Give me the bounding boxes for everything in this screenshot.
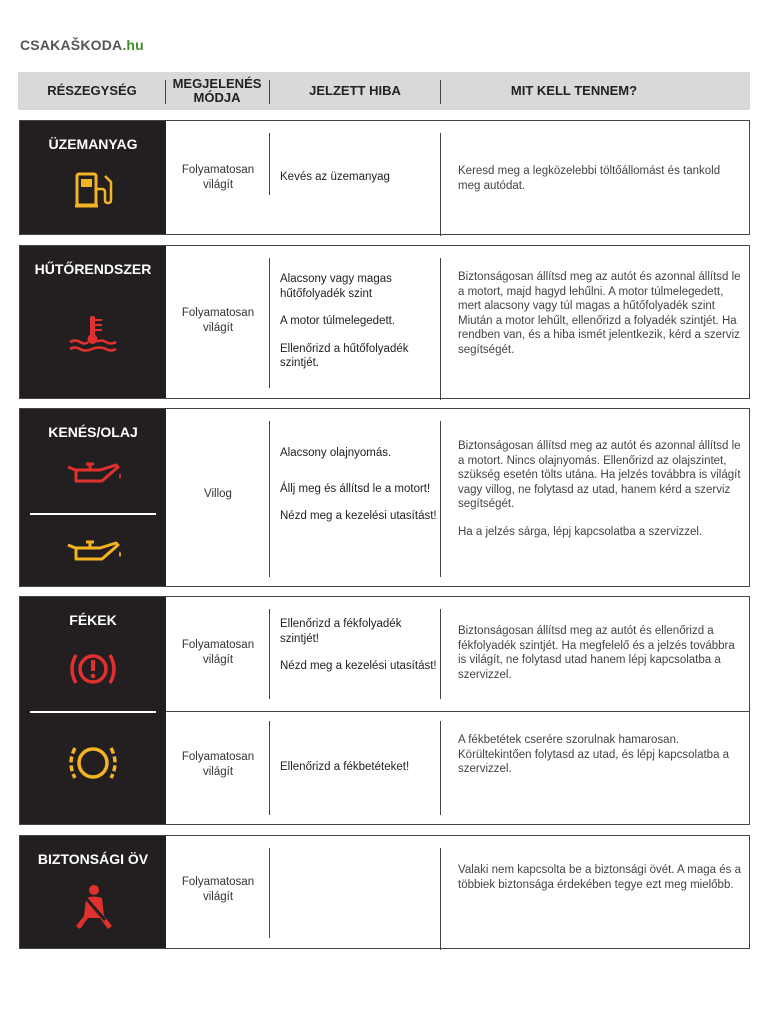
error-text: Ellenőrizd a fékbetéteket! [280,761,410,773]
fuel-pump-icon [74,171,114,209]
action-text: A fékbetétek cserére szorulnak hamarosan. Körültekintően folytasd az utad, és lépj kapcsolatba a szervizzel. [458,734,730,775]
error-text: Alacsony vagy magas hűtőfolyadék szint [280,273,392,300]
action-text: Ha a jelzés sárga, lépj kapcsolatba a szervizzel. [458,525,703,538]
error-text: Állj meg és állítsd le a motort! [280,482,431,495]
column-divider [440,609,441,699]
action-text: Valaki nem kapcsolta be a biztonsági övét. A maga és a többiek biztonsága érdekében tegye ezt meg mielőbb. [458,864,741,891]
error-text: Ellenőrizd a fékfolyadék szintjét! [280,618,402,645]
brake-warning-red-icon [67,649,119,689]
display-mode: Folyamatosan világít [181,876,255,903]
error-list [280,617,440,674]
display-mode: Folyamatosan világít [181,307,255,334]
oil-can-yellow-icon [64,539,124,565]
category-title: ÜZEMANYAG [48,136,138,152]
header-col-unit: RÉSZEGYSÉG [47,83,137,98]
row-seatbelt [19,835,750,949]
error-text: Ellenőrizd a hűtőfolyadék szintjét. [280,342,409,369]
category-title: KENÉS/OLAJ [48,424,138,440]
oil-can-red-icon [64,461,124,487]
error-text: Alacsony olajnyomás. [280,447,392,459]
column-divider [440,258,441,400]
brake-pad-wear-yellow-icon [66,742,120,784]
row-brakes [19,596,750,825]
error-text: Kevés az üzemanyag [280,171,390,183]
action-text: Biztonságosan állítsd meg az autót és ellenőrizd a fékfolyadék szintjét. Ha megfelelő és a jelzés továbbra is világít, ne folytasd utad hanem lépj kapcsolatba a szervizzel. [458,625,735,681]
error-text: A motor túlmelegedett. [280,315,396,327]
display-mode: Folyamatosan világít [181,639,255,666]
header-col-error: JELZETT HIBA [309,83,401,98]
display-mode: Folyamatosan világít [181,751,255,778]
action-text: Biztonságosan állítsd meg az autót és azonnal állítsd le a motort. Nincs olajnyomás. Ellenőrizd az olajszintet, szükség esetén tölts utána. Ha jelzés továbbra is világít vagy villog, ne folytasd az utad, hanem kérd a szerviz segítségét. [458,440,741,510]
action-list [458,439,743,539]
site-logo [20,37,144,53]
logo-text-brand: CSAKAŠKODA [20,37,123,53]
action-text: Keresd meg a legközelebbi töltőállomást és tankold meg autódat. [458,165,721,192]
seatbelt-icon [72,884,116,930]
display-mode: Folyamatosan világít [181,164,255,191]
icon-separator [30,711,156,713]
column-divider [440,721,441,815]
row-oil [19,408,750,587]
error-list [280,272,440,371]
category-title: FÉKEK [69,612,117,628]
error-text: Nézd meg a kezelési utasítást! [280,510,437,522]
column-divider [440,133,441,236]
icon-separator [30,513,156,515]
error-text: Nézd meg a kezelési utasítást! [280,660,437,672]
row-fuel [19,120,750,235]
table-header [18,72,750,110]
category-title: HŰTŐRENDSZER [34,261,152,277]
row-coolant [19,245,750,399]
display-mode: Villog [204,488,232,500]
logo-text-domain: .hu [122,37,144,53]
coolant-temperature-icon [68,314,118,354]
column-divider [440,848,441,950]
header-col-todo: MIT KELL TENNEM? [510,83,638,98]
category-title: BIZTONSÁGI ÖV [37,851,149,867]
action-text: Biztonságosan állítsd meg az autót és azonnal állítsd le a motort, majd hagyd lehűlni. A motor túlmelegedett, mert alacsony vagy túl magas a hűtőfolyadék szint Miután a motor lehűlt, ellenőrizd a folyadék szintjét. Ha rendben van, és a hiba ismét jelentkezik, kérd a szerviz segítségét. [458,271,741,356]
error-list [280,446,440,524]
column-divider [440,421,441,577]
header-col-mode: MEGJELENÉS MÓDJA [172,76,262,105]
row-divider [166,711,749,712]
